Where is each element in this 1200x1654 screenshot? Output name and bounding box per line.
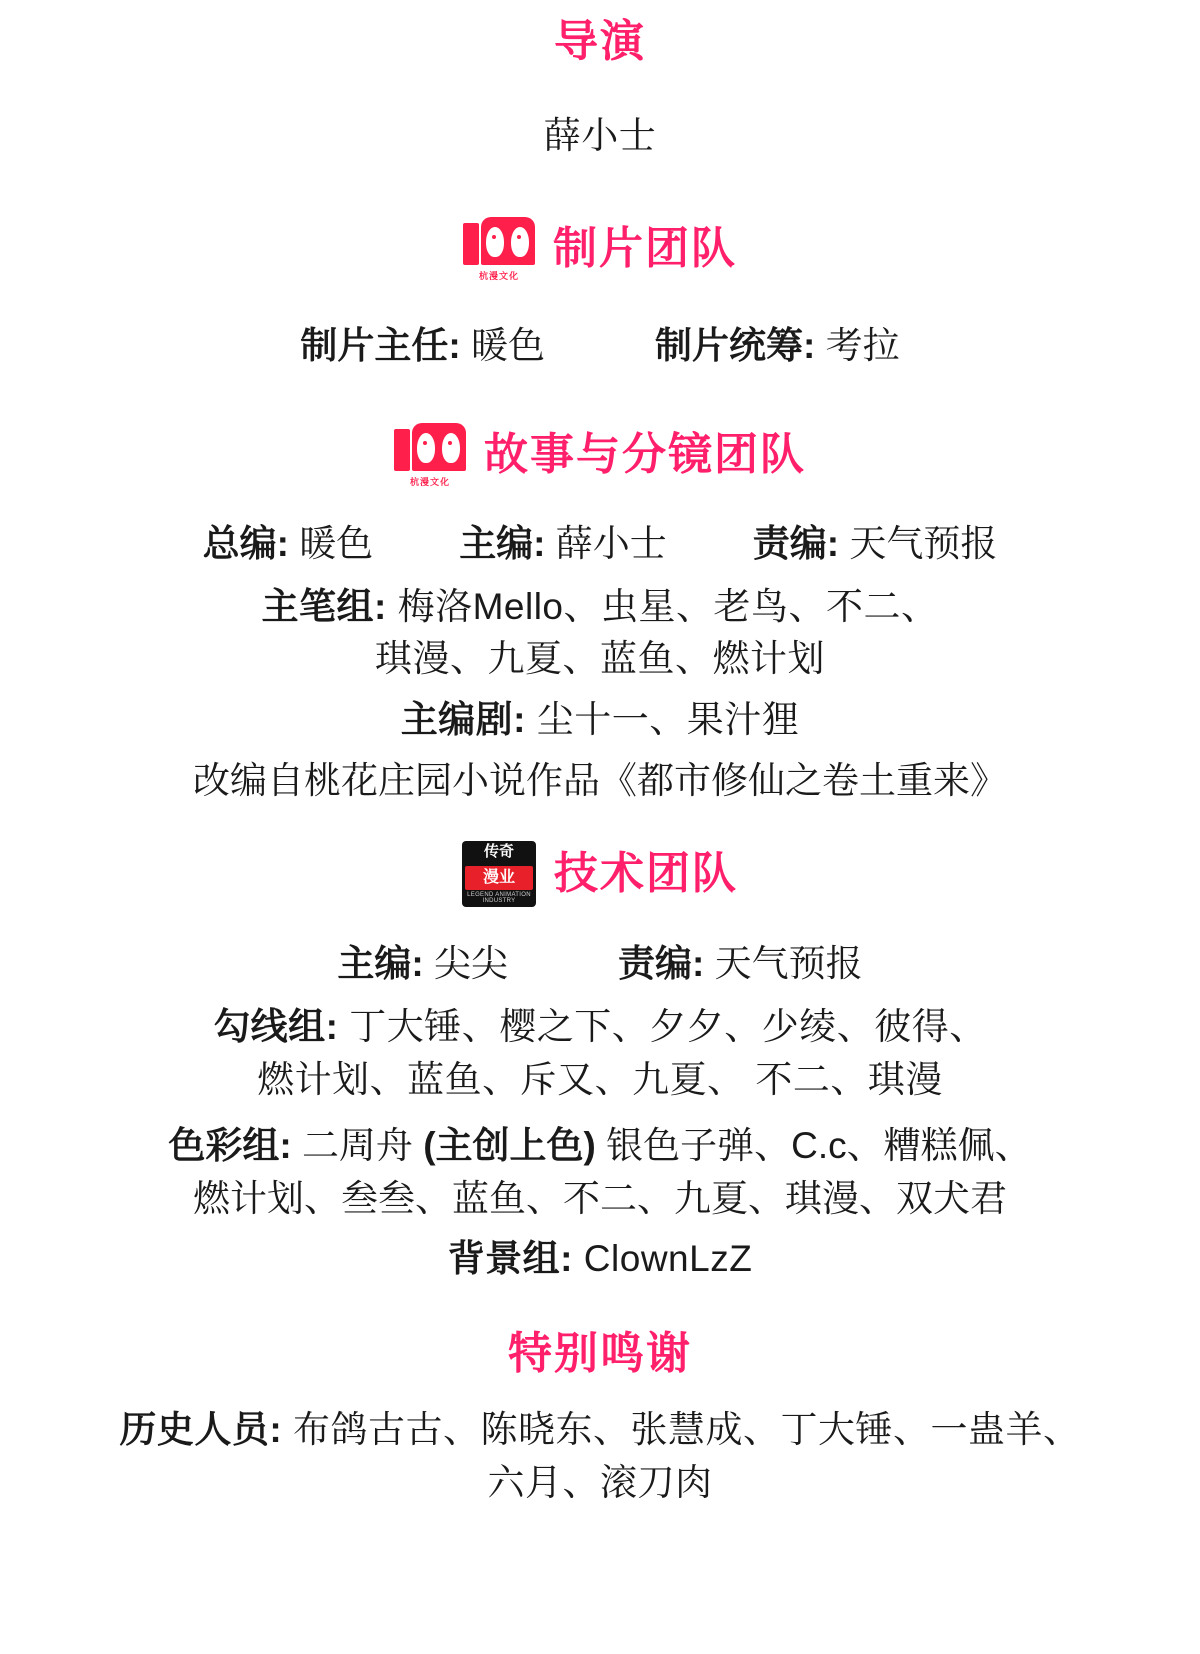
production-role-1-label: 制片统筹: <box>655 324 816 366</box>
thanks-history-label: 历史人员: <box>119 1409 283 1451</box>
logo-caption: 杭漫文化 <box>409 476 450 487</box>
director-name: 薛小士 <box>543 115 657 157</box>
technical-role-1 <box>618 933 863 987</box>
story-role-0 <box>203 513 374 567</box>
story-adaptation-note: 改编自桃花庄园小说作品《都市修仙之卷土重来》 <box>193 759 1007 801</box>
story-role-0-value: 暖色 <box>299 522 374 564</box>
story-chief-screenwriter-row <box>60 694 1140 747</box>
story-role-2 <box>753 513 998 567</box>
story-roles-row <box>60 513 1140 567</box>
logo-sub-text: LEGEND ANIMATION INDUSTRY <box>467 892 531 905</box>
technical-color-line-1 <box>60 1120 1140 1173</box>
technical-background-label: 背景组: <box>447 1238 574 1280</box>
legend-animation-ministry-logo-icon <box>462 841 536 907</box>
production-role-0-label: 制片主任: <box>300 324 461 366</box>
technical-color-line-2: 燃计划、叁叁、蓝鱼、不二、九夏、琪漫、双犬君 <box>193 1177 1007 1219</box>
technical-color-label: 色彩组: <box>168 1125 292 1167</box>
story-role-1-value: 薛小士 <box>555 522 667 564</box>
technical-role-0-value: 尖尖 <box>434 943 508 985</box>
hangman-culture-logo-icon <box>463 217 535 281</box>
technical-lineart-value-1: 丁大锤、樱之下、夕夕、少绫、彼得、 <box>349 1006 987 1048</box>
technical-lineart-line-1 <box>60 1001 1140 1054</box>
story-role-2-label: 责编: <box>752 522 840 564</box>
logo-caption: 杭漫文化 <box>478 270 519 281</box>
technical-role-1-label: 责编: <box>618 943 705 985</box>
thanks-history-value-1: 布鸽古古、陈晓东、张慧成、丁大锤、一蛊羊、 <box>293 1409 1081 1451</box>
hangman-culture-logo-icon <box>394 423 466 487</box>
story-chief-screenwriter-label: 主编剧: <box>400 698 527 740</box>
section-title-director: 导演 <box>554 17 646 66</box>
technical-background-row <box>60 1233 1140 1286</box>
story-role-1-label: 主编: <box>459 522 546 564</box>
section-header-story <box>60 423 1140 487</box>
thanks-history-line-2: 六月、滚刀肉 <box>487 1461 713 1503</box>
technical-background-value: ClownLzZ <box>583 1238 753 1280</box>
technical-lineart-label: 勾线组: <box>213 1006 339 1048</box>
technical-role-1-value: 天气预报 <box>714 943 863 985</box>
story-lead-writers-label: 主笔组: <box>261 585 387 627</box>
logo-band-text: 漫业 <box>465 866 533 890</box>
story-role-2-value: 天气预报 <box>849 522 998 564</box>
section-title-story: 故事与分镜团队 <box>484 429 806 479</box>
production-role-1-value: 考拉 <box>825 324 900 366</box>
technical-roles-row <box>60 933 1140 987</box>
story-role-0-label: 总编: <box>202 522 289 564</box>
production-roles-row <box>60 315 1140 369</box>
thanks-history-line-1 <box>60 1404 1140 1457</box>
production-role-0 <box>300 315 545 369</box>
story-lead-writers-line-1 <box>60 581 1140 634</box>
technical-color-value-plain-1: 二周舟 <box>301 1125 413 1167</box>
section-header-technical <box>60 841 1140 907</box>
story-chief-screenwriter-value: 尘十一、果汁狸 <box>536 698 800 740</box>
story-role-1 <box>459 513 667 567</box>
logo-top-text: 传奇 <box>483 843 514 861</box>
story-lead-writers-line-2: 琪漫、九夏、蓝鱼、燃计划 <box>375 638 825 680</box>
section-header-production <box>60 217 1140 281</box>
technical-color-value-plain-2: 银色子弹、C.c、糟糕佩、 <box>606 1125 1032 1167</box>
section-title-production: 制片团队 <box>553 223 737 273</box>
production-role-1 <box>655 315 900 369</box>
technical-color-value-bold: (主创上色) <box>423 1125 596 1167</box>
section-title-technical: 技术团队 <box>554 848 738 898</box>
section-title-special-thanks: 特别鸣谢 <box>508 1328 692 1378</box>
technical-role-0 <box>337 933 508 987</box>
technical-lineart-line-2: 燃计划、蓝鱼、斥又、九夏、 不二、琪漫 <box>257 1058 943 1100</box>
production-role-0-value: 暖色 <box>471 324 545 366</box>
technical-role-0-label: 主编: <box>337 943 424 985</box>
story-lead-writers-value-1: 梅洛Mello、虫星、老鸟、不二、 <box>397 585 939 627</box>
